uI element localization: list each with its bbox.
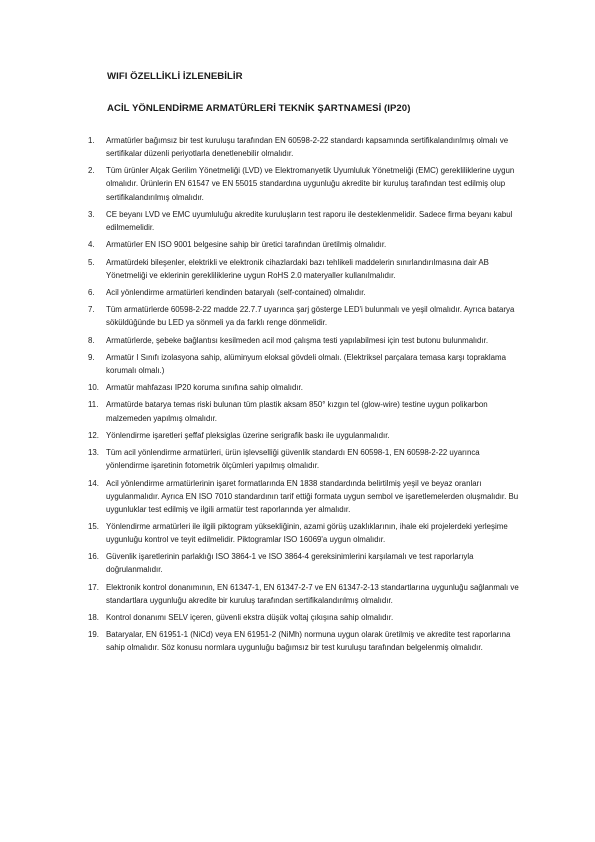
list-item xyxy=(0,398,595,424)
list-item-number: 11. xyxy=(88,400,99,410)
list-item-text: Elektronik kontrol donanımının, EN 61347-1, EN 61347-2-7 ve EN 61347-2-13 standartlarına uygunluğu sağlanmalı ve standartlara uygunluğu akredite bir kuruluş tarafından sertifikalandırılmış olmalıdır. xyxy=(106,582,519,605)
list-item xyxy=(0,256,595,282)
list-item-text: Güvenlik işaretlerinin parlaklığı ISO 3864-1 ve ISO 3864-4 gereksinimlerini karşılamalı ve test raporlarıyla doğrulanmalıdır. xyxy=(106,552,474,575)
list-item-text: Armatürler bağımsız bir test kuruluşu tarafından EN 60598-2-22 standardı kapsamında sertifikalandırılmış olmalı ve sertifikalar düzenli periyotlarla denetlenebilir olmalıdır. xyxy=(106,136,509,159)
list-item-number: 19. xyxy=(88,630,99,640)
list-item xyxy=(0,286,595,299)
list-item-number: 5. xyxy=(88,257,95,267)
list-item xyxy=(0,581,595,607)
specification-list xyxy=(0,134,595,659)
list-item xyxy=(0,520,595,546)
list-item xyxy=(0,550,595,576)
document-title-line2: ACİL YÖNLENDİRME ARMATÜRLERİ TEKNİK ŞARTNAMESİ (IP20) xyxy=(107,103,411,114)
list-item xyxy=(0,446,595,472)
list-item-number: 2. xyxy=(88,166,95,176)
list-item-text: Tüm acil yönlendirme armatürleri, ürün işlevselliği güvenlik standardı EN 60598-1, EN 60598-2-22 uyarınca yönlendirme işaretinin fotometrik ölçümleri yapılmış olmalıdır. xyxy=(106,448,480,471)
list-item-number: 16. xyxy=(88,552,99,562)
list-item-text: Armatürler EN ISO 9001 belgesine sahip bir üretici tarafından üretilmiş olmalıdır. xyxy=(106,240,387,250)
document-title-line1: WIFI ÖZELLİKLİ İZLENEBİLİR xyxy=(107,71,243,82)
list-item-number: 6. xyxy=(88,287,95,297)
list-item-number: 17. xyxy=(88,582,99,592)
list-item-text: Armatür mahfazası IP20 koruma sınıfına sahip olmalıdır. xyxy=(106,383,303,393)
list-item-number: 4. xyxy=(88,240,95,250)
list-item xyxy=(0,334,595,347)
list-item-text: Armatürdeki bileşenler, elektrikli ve elektronik cihazlardaki bazı tehlikeli maddelerin sınırlandırılmasına dair AB Yönetmeliği ve eklerinin gerekliliklerine uygun RoHS 2.0 materyaller kullanılmalıdır. xyxy=(106,257,489,280)
list-item-number: 13. xyxy=(88,448,99,458)
list-item-text: Bataryalar, EN 61951-1 (NiCd) veya EN 61951-2 (NiMh) normuna uygun olarak üretilmiş ve akredite test raporlarına sahip olmalıdır. Söz konusu normlara uygunluğu bağımsız bir test kuruluşu tarafından belgelenmiş olmalıdır. xyxy=(106,630,511,653)
list-item-text: Kontrol donanımı SELV içeren, güvenli ekstra düşük voltaj çıkışına sahip olmalıdır. xyxy=(106,613,394,623)
list-item-text: Yönlendirme işaretleri şeffaf pleksiglas üzerine serigrafik baskı ile uygulanmalıdır. xyxy=(106,430,390,440)
list-item-text: Tüm ürünler Alçak Gerilim Yönetmeliği (LVD) ve Elektromanyetik Uyumluluk Yönetmeliği (EMC) gerekliliklerine uygun olmalıdır. Ürünlerin EN 61547 ve EN 55015 standardına uygunluğu akredite bir kuruluş tarafından test edilmiş olup sertifikalandırılmış olmalıdır. xyxy=(106,166,515,202)
list-item-number: 3. xyxy=(88,209,95,219)
list-item-text: Acil yönlendirme armatürlerinin işaret formatlarında EN 1838 standardında belirtilmiş yeşil ve beyaz oranları uygulanmalıdır. Ayrıca EN ISO 7010 standardının tarif ettiği formata uygun sembol ve işaretlemelerden oluşmalıdır. Bu uygunluklar test edilmiş ve ilgili armatür test raporlarında yer almalıdır. xyxy=(106,478,519,514)
list-item-number: 9. xyxy=(88,352,95,362)
list-item xyxy=(0,351,595,377)
list-item-number: 18. xyxy=(88,613,99,623)
list-item-text: Armatürlerde, şebeke bağlantısı kesilmeden acil mod çalışma testi yapılabilmesi için test butonu bulunmalıdır. xyxy=(106,335,489,345)
list-item-text: Tüm armatürlerde 60598-2-22 madde 22.7.7 uyarınca şarj gösterge LED'i bulunmalı ve yeşil olmalıdır. Ayrıca batarya söküldüğünde bu LED ya sönmeli ya da farklı renge dönmelidir. xyxy=(106,305,515,328)
list-item-text: CE beyanı LVD ve EMC uyumluluğu akredite kuruluşların test raporu ile desteklenmelidir. Sadece firma beyanı kabul edilmemelidir. xyxy=(106,209,513,232)
list-item-text: Yönlendirme armatürleri ile ilgili piktogram yüksekliğinin, azami görüş uzaklıklarının, ihale eki projelerdeki yerleşime uygunluğu kontrol ve teyit edilmelidir. Piktogramlar ISO 16069'a uygun olmalıdır. xyxy=(106,521,508,545)
list-item xyxy=(0,164,595,203)
list-item xyxy=(0,208,595,234)
list-item-number: 8. xyxy=(88,335,95,345)
list-item xyxy=(0,429,595,442)
list-item-number: 15. xyxy=(88,521,99,531)
list-item xyxy=(0,477,595,516)
list-item-number: 10. xyxy=(88,383,99,393)
list-item-number: 12. xyxy=(88,430,99,440)
list-item-text: Armatürde batarya temas riski bulunan tüm plastik aksam 850° kızgın tel (glow-wire) testine uygun polikarbon malzemeden yapılmış olmalıdır. xyxy=(106,400,488,423)
list-item-number: 1. xyxy=(88,136,95,145)
list-item-number: 7. xyxy=(88,305,95,315)
list-item-text: Armatür I Sınıfı izolasyona sahip, alüminyum eloksal gövdeli olmalı. (Elektriksel parçalara temasa karşı topraklama korumalı olmalı.) xyxy=(106,352,506,375)
list-item xyxy=(0,381,595,394)
list-item-number: 14. xyxy=(88,478,99,488)
list-item-text: Acil yönlendirme armatürleri kendinden bataryalı (self-contained) olmalıdır. xyxy=(106,287,366,297)
list-item xyxy=(0,134,595,160)
list-item xyxy=(0,238,595,251)
list-item xyxy=(0,628,595,654)
list-item xyxy=(0,611,595,624)
list-item xyxy=(0,303,595,329)
